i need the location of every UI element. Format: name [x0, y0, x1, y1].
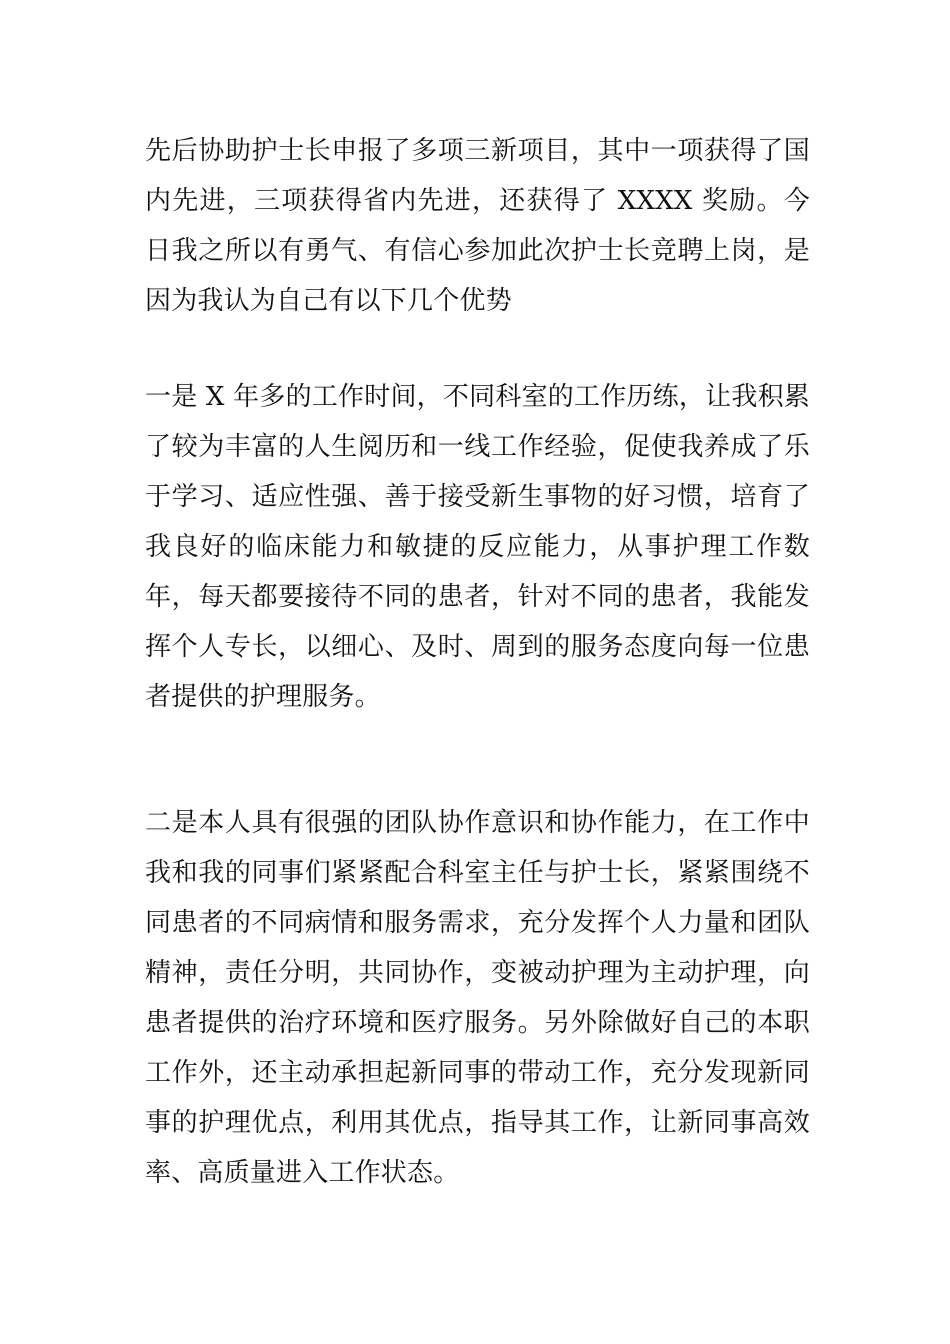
- paragraph-1: 先后协助护士长申报了多项三新项目，其中一项获得了国内先进，三项获得省内先进，还获得了 XXXX 奖励。今日我之所以有勇气、有信心参加此次护士长竞聘上岗，是因为我认为自己有以下几个优势: [145, 136, 810, 316]
- paragraph-3: 二是本人具有很强的团队协作意识和协作能力，在工作中我和我的同事们紧紧配合科室主任与护士长，紧紧围绕不同患者的不同病情和服务需求，充分发挥个人力量和团队精神，责任分明，共同协作，变被动护理为主动护理，向患者提供的治疗环境和医疗服务。另外除做好自己的本职工作外，还主动承担起新同事的带动工作，充分发现新同事的护理优点，利用其优点，指导其工作，让新同事高效率、高质量进入工作状态。: [145, 808, 810, 1188]
- paragraph-2: 一是 X 年多的工作时间，不同科室的工作历练，让我积累了较为丰富的人生阅历和一线工作经验，促使我养成了乐于学习、适应性强、善于接受新生事物的好习惯，培育了我良好的临床能力和敏捷的反应能力，从事护理工作数年，每天都要接待不同的患者，针对不同的患者，我能发挥个人专长，以细心、及时、周到的服务态度向每一位患者提供的护理服务。: [145, 382, 810, 712]
